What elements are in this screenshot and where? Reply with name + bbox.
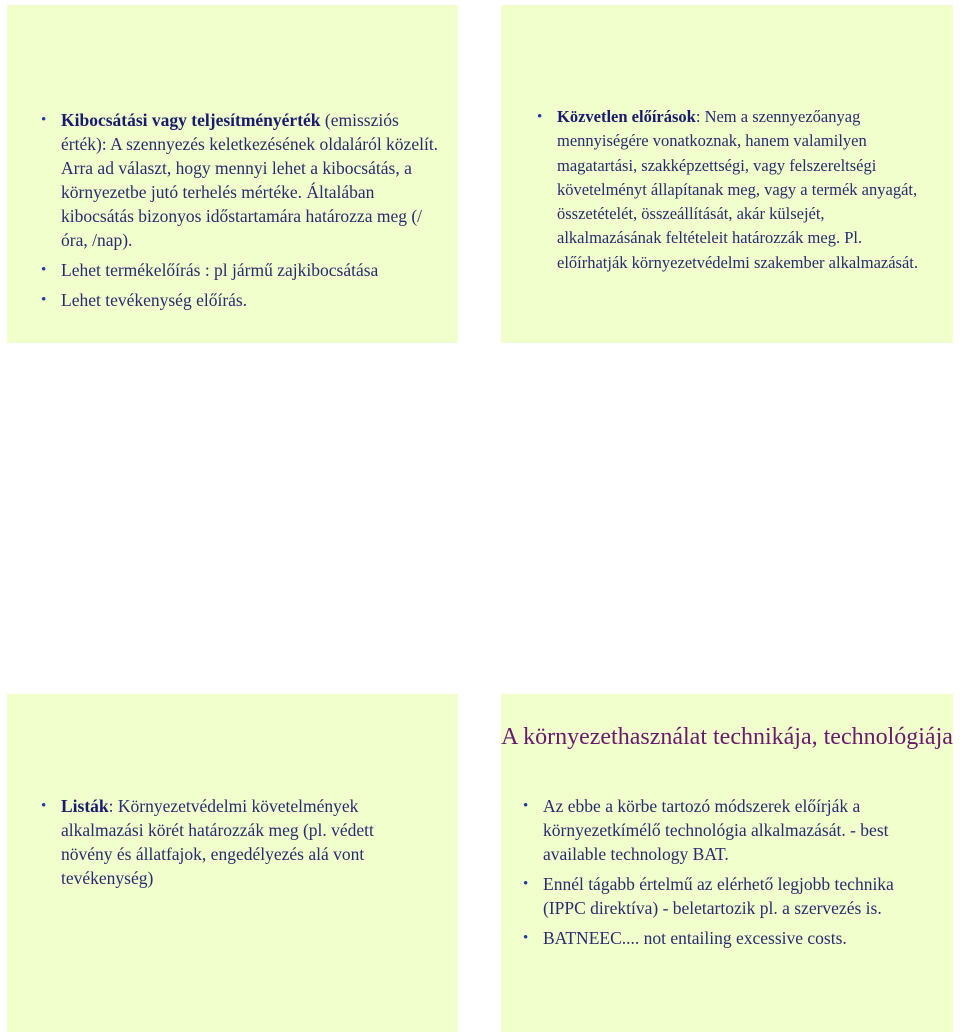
item-heading: Kibocsátási vagy teljesítményérték — [61, 110, 321, 130]
slide-emission-values — [7, 5, 458, 343]
slide-direct-regulations — [501, 5, 953, 343]
item-text: BATNEEC.... not entailing excessive costs. — [543, 928, 847, 948]
item-text: (emissziós érték): A szennyezés keletkezésének oldaláról közelít. Arra ad választ, hogy mennyi lehet a kibocsátás, a környezetbe jutó terhelés mértéke. Általában kibocsátás bizonyos időstartamára határozza meg (/óra, /nap). — [61, 110, 439, 250]
list-item — [39, 288, 439, 312]
item-text: Lehet tevékenység előírás. — [61, 290, 248, 310]
bullet-icon: • — [41, 798, 47, 814]
slide-title: A környezethasználat technikája, technológiája — [501, 724, 953, 750]
slide-technology — [501, 694, 953, 1032]
slide-lists — [7, 694, 458, 1032]
bullet-icon: • — [41, 262, 47, 278]
bullet-list — [535, 105, 925, 275]
list-item — [535, 105, 925, 275]
bullet-icon: • — [523, 930, 529, 946]
bullet-icon: • — [41, 112, 47, 128]
bullet-list — [39, 794, 419, 890]
bullet-icon: • — [537, 109, 543, 125]
item-text: Az ebbe a körbe tartozó módszerek előírják a környezetkímélő technológia alkalmazását. - best available technology BAT. — [543, 796, 889, 864]
item-text: Ennél tágabb értelmű az elérhető legjobb technika (IPPC direktíva) - beletartozik pl. a szervezés is. — [543, 874, 894, 918]
bullet-icon: • — [523, 798, 529, 814]
list-item — [521, 872, 921, 920]
bullet-icon: • — [41, 292, 47, 308]
list-item — [521, 926, 921, 950]
item-text: : Nem a szennyezőanyag mennyiségére vonatkoznak, hanem valamilyen magatartási, szakképzettségi, vagy felszereltségi követelményt állapítanak meg, vagy a termék anyagát, összetételét, összeállítását, akár külsejét, alkalmazásának feltételeit határozzák meg. Pl. előírhatják környezetvédelmi szakember alkalmazását. — [557, 107, 918, 272]
item-text: : Környezetvédelmi követelmények alkalmazási körét határozzák meg (pl. védett növény és állatfajok, engedélyezés alá vont tevékenység) — [61, 796, 374, 888]
item-heading: Közvetlen előírások — [557, 107, 696, 126]
list-item — [39, 258, 439, 282]
bullet-icon: • — [523, 876, 529, 892]
bullet-list — [521, 794, 921, 956]
list-item — [521, 794, 921, 866]
item-heading: Listák — [61, 796, 109, 816]
bullet-list — [39, 108, 439, 318]
list-item — [39, 108, 439, 252]
list-item — [39, 794, 419, 890]
item-text: Lehet termékelőírás : pl jármű zajkibocsátása — [61, 260, 379, 280]
